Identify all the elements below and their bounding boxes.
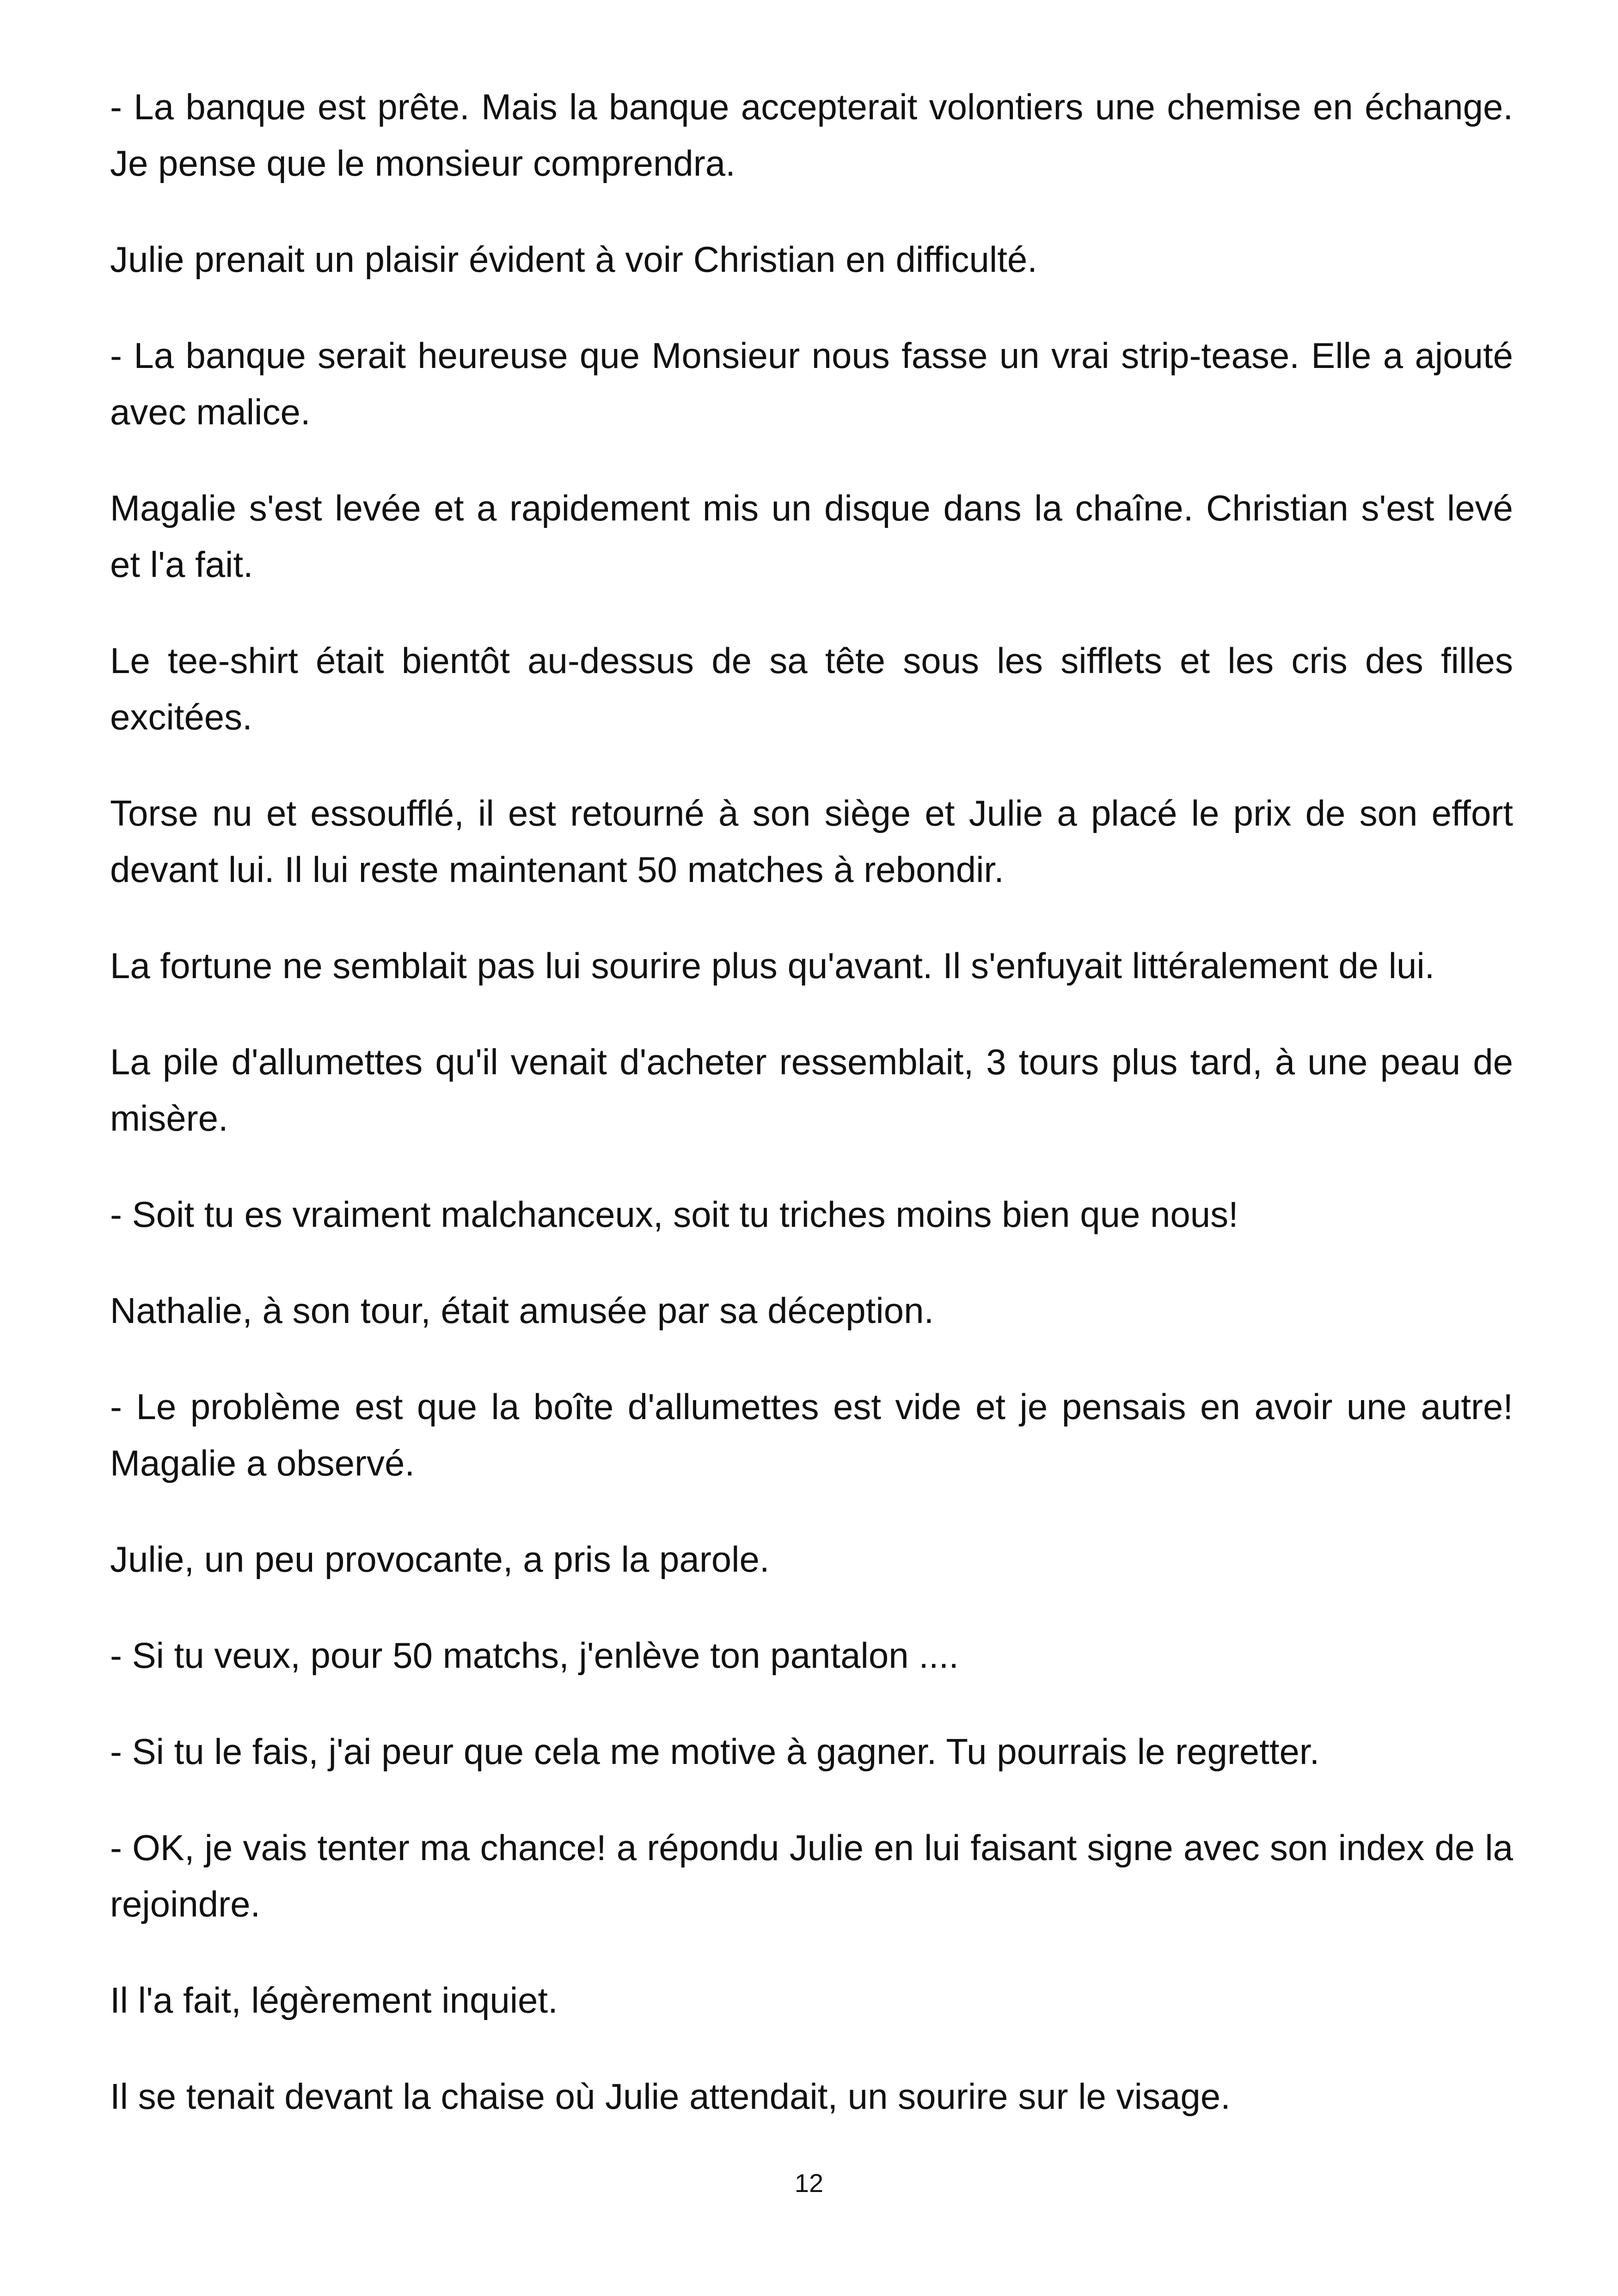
paragraph: La fortune ne semblait pas lui sourire plus qu'avant. Il s'enfuyait littéralement de lui. [110,945,1435,986]
paragraph: Le tee-shirt était bientôt au-dessus de sa tête sous les sifflets et les cris des filles excitées. [110,640,1513,737]
paragraph: - Si tu veux, pour 50 matchs, j'enlève ton pantalon .... [110,1635,959,1676]
paragraph: - OK, je vais tenter ma chance! a répondu Julie en lui faisant signe avec son index de la rejoindre. [110,1827,1513,1924]
page-number: 12 [794,2168,824,2198]
paragraph: Julie prenait un plaisir évident à voir Christian en difficulté. [110,239,1037,280]
paragraph: - Le problème est que la boîte d'allumettes est vide et je pensais en avoir une autre! Magalie a observé. [110,1386,1513,1483]
paragraph: Il l'a fait, légèrement inquiet. [110,1980,558,2020]
paragraph: - La banque est prête. Mais la banque accepterait volontiers une chemise en échange. Je pense que le monsieur comprendra. [110,86,1513,184]
paragraph: - Si tu le fais, j'ai peur que cela me motive à gagner. Tu pourrais le regretter. [110,1731,1320,1772]
text-body [110,79,1513,2164]
paragraph: Nathalie, à son tour, était amusée par sa déception. [110,1290,934,1331]
paragraph: Magalie s'est levée et a rapidement mis un disque dans la chaîne. Christian s'est levé et l'a fait. [110,488,1513,585]
paragraph: - La banque serait heureuse que Monsieur nous fasse un vrai strip-tease. Elle a ajouté avec malice. [110,335,1513,432]
paragraph: Julie, un peu provocante, a pris la parole. [110,1539,770,1580]
paragraph: La pile d'allumettes qu'il venait d'acheter ressemblait, 3 tours plus tard, à une peau de misère. [110,1041,1513,1139]
paragraph: Il se tenait devant la chaise où Julie attendait, un sourire sur le visage. [110,2076,1231,2117]
paragraph: - Soit tu es vraiment malchanceux, soit tu triches moins bien que nous! [110,1194,1238,1235]
paragraph: Torse nu et essoufflé, il est retourné à son siège et Julie a placé le prix de son effort devant lui. Il lui reste maintenant 50 matches à rebondir. [110,793,1513,890]
